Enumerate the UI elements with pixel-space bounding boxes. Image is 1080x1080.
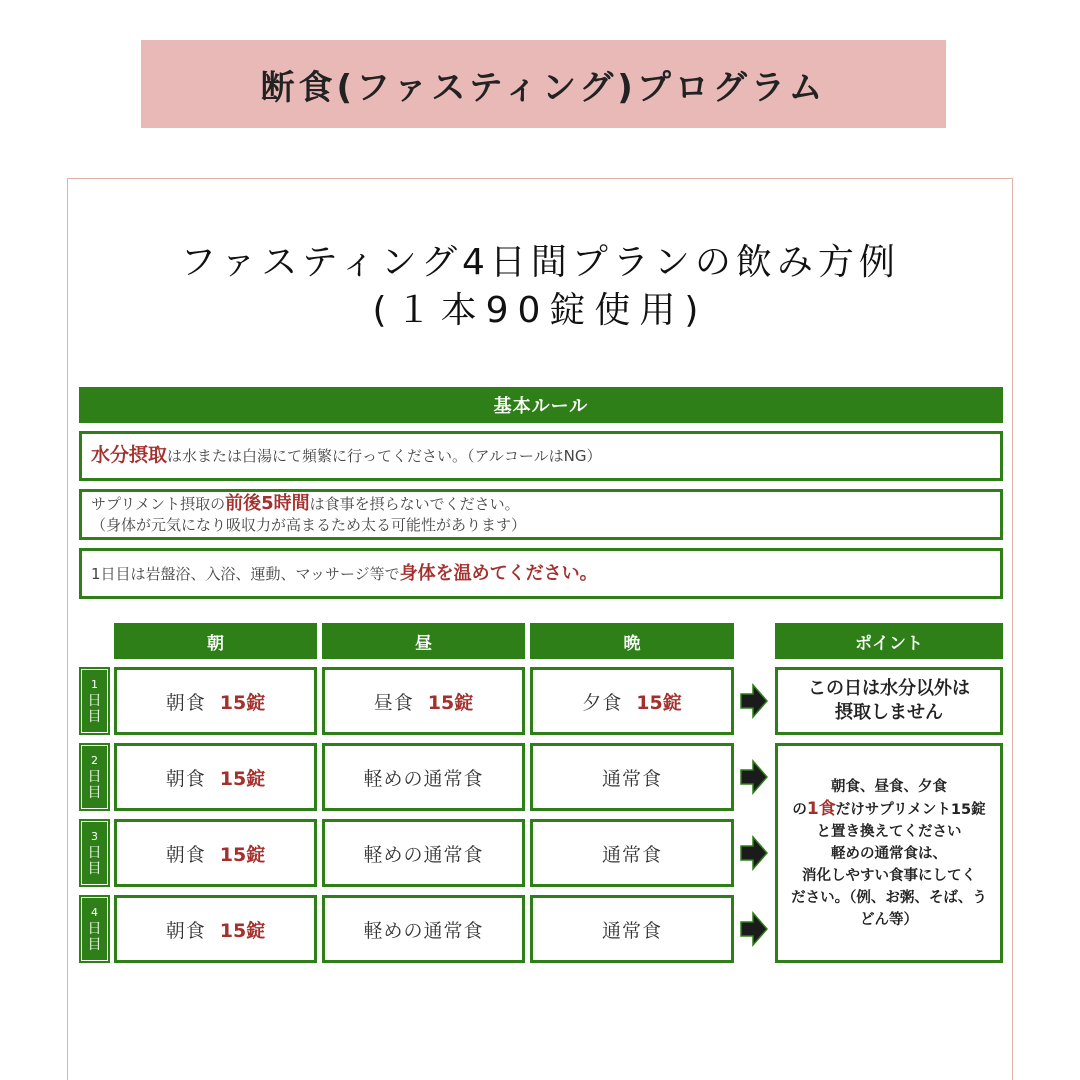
meal-text: 夕食 bbox=[582, 691, 623, 714]
column-header-morning: 朝 bbox=[114, 623, 317, 659]
point-line: 摂取しません bbox=[835, 702, 943, 723]
tablet-count: 15錠 bbox=[219, 919, 266, 942]
rule-line bbox=[91, 563, 991, 585]
column-header-noon: 昼 bbox=[322, 623, 525, 659]
point-day2-4 bbox=[775, 743, 1003, 963]
day-number: 2 bbox=[91, 754, 98, 767]
point-day1 bbox=[775, 667, 1003, 735]
day-char: 目 bbox=[87, 861, 102, 877]
cell-day4-morning bbox=[114, 895, 317, 963]
cell-day1-noon bbox=[322, 667, 525, 735]
point-text: の bbox=[792, 801, 807, 818]
rule-text: 1日目は岩盤浴、入浴、運動、マッサージ等で bbox=[91, 564, 400, 583]
rule-text: は水または白湯にて頻繁に行ってください。（アルコールはNG） bbox=[167, 447, 602, 465]
rule-text: は食事を摂らないでください。 bbox=[309, 495, 520, 513]
column-header-evening: 晩 bbox=[530, 623, 734, 659]
program-banner bbox=[141, 40, 946, 128]
day-number: 4 bbox=[91, 906, 98, 919]
day-char: 目 bbox=[87, 937, 102, 953]
arrow-right-icon bbox=[740, 835, 768, 871]
day-char: 日 bbox=[87, 693, 102, 709]
meal-text: 朝食 bbox=[165, 767, 206, 790]
column-header-point: ポイント bbox=[775, 623, 1003, 659]
rule-emphasis: 身体を温めてください。 bbox=[399, 562, 598, 584]
cell-day1-evening bbox=[530, 667, 734, 735]
meal-text: 昼食 bbox=[373, 691, 414, 714]
tablet-count: 15錠 bbox=[636, 691, 682, 714]
cell-day2-noon bbox=[322, 743, 525, 811]
point-line: と置き換えてください bbox=[816, 823, 962, 840]
point-line: ださい。（例、お粥、そば、う bbox=[791, 889, 987, 906]
rule-line bbox=[91, 493, 991, 515]
point-text: だけサプリメント15錠 bbox=[835, 801, 986, 818]
day-char: 日 bbox=[87, 769, 102, 785]
day-char: 日 bbox=[87, 845, 102, 861]
point-line: この日は水分以外は bbox=[808, 678, 970, 699]
plan-title-line1: ファスティング4日間プランの飲み方例 bbox=[180, 242, 900, 283]
rule-note: （身体が元気になり吸収力が高まるため太る可能性があります） bbox=[91, 516, 527, 534]
rule-meal-timing bbox=[79, 489, 1003, 540]
plan-title-line2: (１本90錠使用) bbox=[372, 290, 708, 331]
point-line: 朝食、昼食、夕食 bbox=[831, 778, 947, 795]
tablet-count: 15錠 bbox=[219, 843, 266, 866]
tablet-count: 15錠 bbox=[219, 691, 266, 714]
day-number: 1 bbox=[91, 678, 98, 691]
plan-title bbox=[67, 239, 1013, 335]
day-label-2 bbox=[79, 743, 110, 811]
banner-title: 断食(ファスティング)プログラム bbox=[260, 67, 827, 108]
day-label-1 bbox=[79, 667, 110, 735]
cell-day4-noon bbox=[322, 895, 525, 963]
day-label-4 bbox=[79, 895, 110, 963]
meal-text: 通常食 bbox=[601, 919, 662, 942]
cell-day1-morning bbox=[114, 667, 317, 735]
cell-day3-noon bbox=[322, 819, 525, 887]
rule-emphasis: 水分摂取 bbox=[91, 444, 168, 466]
meal-text: 通常食 bbox=[601, 767, 662, 790]
meal-text: 通常食 bbox=[601, 843, 662, 866]
rule-warm-body bbox=[79, 548, 1003, 599]
tablet-count: 15錠 bbox=[427, 691, 474, 714]
day-char: 目 bbox=[87, 709, 102, 725]
rule-hydration bbox=[79, 431, 1003, 481]
point-line: どん等） bbox=[860, 911, 918, 928]
basic-rules-header: 基本ルール bbox=[79, 387, 1003, 423]
cell-day3-morning bbox=[114, 819, 317, 887]
day-label-3 bbox=[79, 819, 110, 887]
meal-text: 軽めの通常食 bbox=[363, 843, 484, 866]
point-line bbox=[792, 798, 985, 821]
point-line: 消化しやすい食事にしてく bbox=[802, 867, 976, 884]
arrow-right-icon bbox=[740, 683, 768, 719]
day-number: 3 bbox=[91, 830, 98, 843]
arrow-right-icon bbox=[740, 759, 768, 795]
point-emphasis: 1食 bbox=[806, 798, 836, 819]
meal-text: 朝食 bbox=[165, 843, 206, 866]
meal-text: 軽めの通常食 bbox=[363, 919, 484, 942]
rule-emphasis: 前後5時間 bbox=[225, 493, 310, 514]
meal-text: 朝食 bbox=[165, 919, 206, 942]
meal-text: 朝食 bbox=[165, 691, 206, 714]
rule-text: サプリメント摂取の bbox=[91, 495, 226, 513]
meal-text: 軽めの通常食 bbox=[363, 767, 484, 790]
rule-line bbox=[91, 445, 991, 467]
cell-day3-evening bbox=[530, 819, 734, 887]
rule-line bbox=[91, 515, 991, 536]
cell-day4-evening bbox=[530, 895, 734, 963]
cell-day2-morning bbox=[114, 743, 317, 811]
day-char: 目 bbox=[87, 785, 102, 801]
point-line: 軽めの通常食は、 bbox=[831, 845, 947, 862]
arrow-right-icon bbox=[740, 911, 768, 947]
cell-day2-evening bbox=[530, 743, 734, 811]
tablet-count: 15錠 bbox=[219, 767, 266, 790]
day-char: 日 bbox=[87, 921, 102, 937]
